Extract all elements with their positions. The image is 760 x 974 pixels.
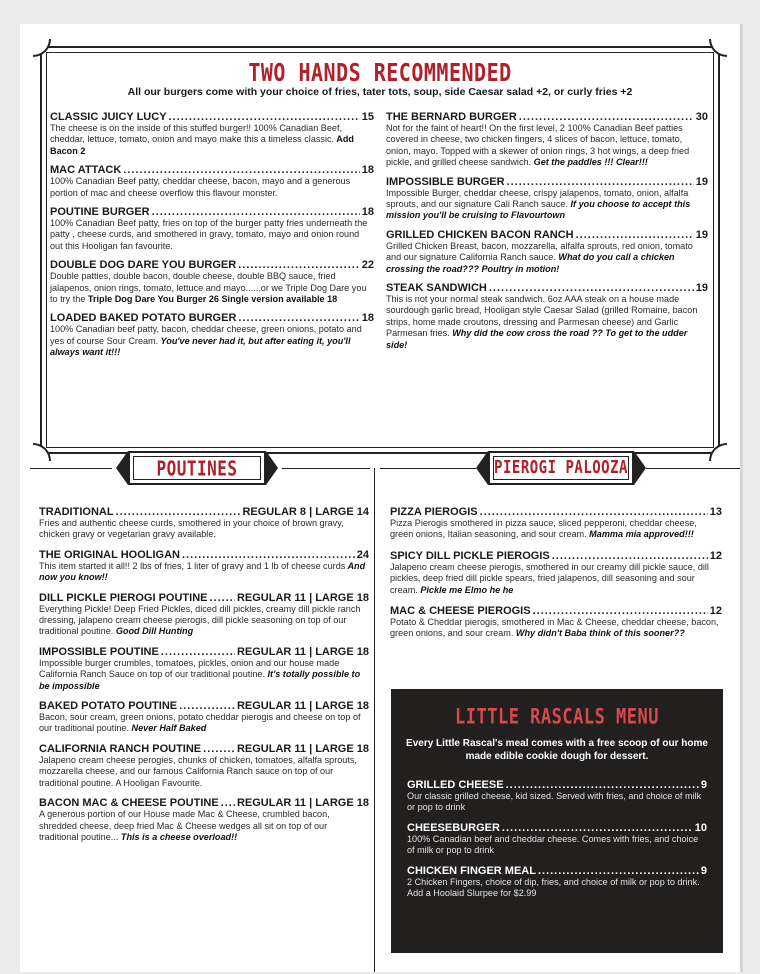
menu-item (390, 605, 722, 640)
rascals-list (407, 779, 707, 907)
menu-item-description (386, 188, 708, 222)
dot-leader (489, 282, 694, 294)
menu-item-tagline: Pickle me Elmo he he (417, 584, 514, 595)
menu-item-price: 24 (356, 548, 369, 561)
menu-item (407, 822, 707, 857)
dot-leader (552, 550, 708, 562)
menu-item-price: 12 (709, 605, 722, 618)
menu-item-name: DILL PICKLE PIEROGI POUTINE (39, 591, 208, 604)
burgers-title: TWO HANDS RECOMMENDED (248, 57, 512, 87)
menu-item-tagline: Never Half Baked (129, 723, 207, 734)
rascals-subtitle: Every Little Rascal's meal comes with a free scoop of our home made edible cookie dough for dessert. (406, 738, 708, 762)
menu-item-description (390, 617, 722, 640)
menu-item (386, 282, 708, 351)
menu-item-description (39, 658, 369, 692)
menu-item-name: CHICKEN FINGER MEAL (407, 864, 536, 877)
menu-item-header (39, 506, 369, 518)
menu-item-header (39, 549, 369, 561)
divider-line (30, 468, 112, 469)
menu-item-header (50, 206, 374, 218)
menu-item-name: PIZZA PIEROGIS (390, 506, 478, 518)
menu-item-description-text: 100% Canadian beef patty, bacon, cheddar cheese, green onions, potato and yes of course Sour Cream. (50, 324, 362, 346)
menu-item-description-text: Bacon, sour cream, green onions, potato cheddar pierogis and cheese on top of our traditional poutine. (39, 712, 361, 734)
rascals-title: LITTLE RASCALS MENU (455, 704, 659, 730)
menu-item-description-text: Potato & Cheddar pierogis, smothered in Mac & Cheese, cheddar cheese, bacon, green onions, and sour cream. (390, 617, 719, 639)
burgers-right-column (386, 111, 708, 358)
menu-item-price: 13 (709, 506, 722, 518)
menu-item (50, 111, 374, 157)
menu-item-description-text: Jalapeno cream cheese perogies, chunks of chicken, tomatoes, alfalfa sprouts, mozzarella cheese, and our famous California Ranch sauce on top of our traditional poutine. A Hooligan Favourite. (39, 754, 357, 788)
menu-item (39, 743, 369, 789)
dot-leader (161, 646, 235, 658)
menu-item (386, 176, 708, 222)
menu-item-tagline: Mamma mia approved!!! (586, 529, 694, 540)
menu-item-description-text: A generous portion of our House made Mac & Cheese, crumbled bacon, shredded cheese, deep fried Mac & Cheese wedges all sit on top of our traditional poutine... (39, 809, 330, 842)
menu-item-name: BAKED POTATO POUTINE (39, 700, 178, 713)
menu-item (390, 550, 722, 596)
poutines-title: POUTINES (156, 456, 238, 480)
dot-leader (502, 822, 693, 834)
menu-item (50, 312, 374, 358)
menu-item-description (407, 791, 707, 814)
menu-item-tagline: Get the paddles !!! Clear!!! (531, 157, 648, 168)
burgers-subtitle: All our burgers come with your choice of fries, tater tots, soup, side Caesar salad +2, or curly fries +2 (127, 86, 633, 98)
menu-item-description (386, 123, 708, 169)
menu-item (39, 797, 369, 843)
menu-item-price: 18 (361, 312, 374, 325)
menu-item-price: 19 (695, 228, 708, 241)
menu-item (39, 549, 369, 584)
menu-item-header (39, 592, 369, 604)
pierogi-title: PIEROGI PALOOZA (494, 458, 628, 478)
dot-leader (480, 506, 708, 518)
menu-item-tagline: Why did the cow cross the road ?? To get to the udder side! (386, 328, 688, 350)
menu-item-description (390, 562, 722, 596)
menu-item-name: CHEESEBURGER (407, 821, 500, 834)
menu-item-price: REGULAR 11 | LARGE 18 (236, 645, 369, 658)
dot-leader (507, 176, 694, 188)
menu-item-description (39, 604, 369, 638)
menu-item-header (50, 259, 374, 271)
menu-item-description-text: The cheese is on the inside of this stuffed burger!! 100% Canadian Beef, cheddar, lettuce, tomato, onion and mayo make this a timeless classic. (50, 123, 343, 145)
menu-content (20, 24, 740, 972)
menu-item-name: DOUBLE DOG DARE YOU BURGER (50, 259, 237, 272)
menu-item-price: 19 (695, 175, 708, 188)
menu-item (386, 229, 708, 275)
divider-line (646, 468, 740, 469)
menu-item-description (39, 809, 369, 843)
dot-leader (576, 229, 694, 241)
dot-leader (152, 206, 360, 218)
menu-item-header (50, 164, 374, 176)
dot-leader (116, 506, 241, 518)
menu-item-name: POUTINE BURGER (50, 206, 150, 219)
menu-item (39, 506, 369, 541)
menu-item-header (390, 605, 722, 617)
menu-item-description (386, 241, 708, 275)
menu-item-description (50, 271, 374, 305)
menu-item (407, 779, 707, 814)
menu-item-header (39, 646, 369, 658)
menu-item-description-text: 2 Chicken Fingers, choice of dip, fries, and choice of milk or pop to drink. Add a Hoolaid Slurpee for $2.99 (407, 876, 700, 899)
menu-item-header (407, 865, 707, 877)
burgers-left-column (50, 111, 374, 366)
menu-item-name: THE ORIGINAL HOOLIGAN (39, 548, 180, 561)
pierogi-column (390, 506, 722, 649)
menu-item-price: 30 (695, 111, 708, 123)
menu-item-name: SPICY DILL PICKLE PIEROGIS (390, 549, 550, 562)
divider-line (380, 468, 476, 469)
dot-leader (533, 605, 708, 617)
menu-item-price: REGULAR 11 | LARGE 18 (236, 700, 369, 713)
dot-leader (238, 259, 360, 271)
menu-item-name: CALIFORNIA RANCH POUTINE (39, 742, 202, 755)
menu-item-tagline: It's totally possible to be impossible (39, 669, 361, 691)
menu-item-tagline: And now you know!! (39, 560, 366, 583)
dot-leader (179, 700, 235, 712)
little-rascals-panel (391, 689, 723, 953)
menu-item-description-text: Our classic grilled cheese, kid sized. Served with fries, and choice of milk or pop to drink (407, 791, 702, 813)
dot-leader (238, 312, 359, 324)
menu-item-tagline: You've never had it, but after eating it, you'll always want it!!! (50, 335, 351, 358)
menu-item (39, 646, 369, 692)
menu-item-price: REGULAR 11 | LARGE 18 (236, 742, 369, 755)
menu-item-price: REGULAR 11 | LARGE 18 (236, 591, 369, 604)
menu-item-description-text: Impossible Burger, cheddar cheese, crispy jalapenos, tomato, onion, alfalfa sprouts, and our signature Cali Ranch sauce. (386, 187, 689, 210)
poutines-banner-box (128, 451, 266, 485)
menu-item-tagline: Triple Dog Dare You Burger 26 Single version available 18 (85, 294, 338, 305)
menu-item-name: STEAK SANDWICH (386, 282, 487, 295)
pierogi-banner (476, 451, 646, 485)
menu-item (50, 164, 374, 199)
menu-item-tagline: Good Dill Hunting (113, 626, 194, 637)
menu-item-description-text: Not for the faint of heart!! On the first level, 2 100% Canadian Beef patties covered in cheese, two chicken fingers, 4 slices of bacon, lettuce, tomato, onion, mayo. Topped with a skewer of onion rings, 3 hot wings, a deep fried pickle, and grilled cheese sandwich. (386, 123, 690, 168)
menu-item-description-text: Double patties, double bacon, double cheese, double BBQ sauce, fried jalapenos, onion rings, tomato, lettuce and mayo......or we Triple Dog Dare you to try the (50, 271, 367, 305)
menu-item-price: 18 (361, 206, 374, 219)
menu-item-price: 19 (695, 282, 708, 295)
menu-item-description (50, 123, 374, 157)
menu-item-price: 9 (700, 864, 707, 877)
menu-item-description (50, 218, 374, 252)
divider-line (282, 468, 370, 469)
menu-item-description (386, 294, 708, 351)
menu-item (386, 111, 708, 169)
menu-item-header (386, 111, 708, 123)
menu-item-name: MAC ATTACK (50, 164, 122, 177)
menu-item-description (50, 324, 374, 358)
menu-item-name: LOADED BAKED POTATO BURGER (50, 312, 237, 325)
menu-item-name: TRADITIONAL (39, 506, 114, 518)
menu-item-header (386, 282, 708, 294)
dot-leader (203, 743, 235, 755)
menu-item-name: CLASSIC JUICY LUCY (50, 111, 167, 123)
column-divider (374, 468, 375, 972)
menu-item-header (50, 111, 374, 123)
menu-item-header (390, 506, 722, 518)
menu-item-name: GRILLED CHICKEN BACON RANCH (386, 228, 574, 241)
menu-item-description-text: Pizza Pierogis smothered in pizza sauce, sliced pepperoni, cheddar cheese, green onions, Italian seasoning, and sour cream. (390, 518, 697, 540)
menu-item-description-text: Fries and authentic cheese curds, smothered in your choice of brown gravy, chicken gravy or vegetarian gravy available. (39, 518, 344, 540)
dot-leader (221, 797, 235, 809)
menu-item-header (39, 743, 369, 755)
menu-item-header (390, 550, 722, 562)
poutines-column (39, 506, 369, 851)
dot-leader (169, 111, 360, 123)
menu-item-description-text: 100% Canadian Beef patty, fries on top of the burger patty fries underneath the patty , cheese curds, and smothered in gravy, tomato, mayo and onion round out this Hooligan fan favourite. (50, 218, 368, 251)
menu-item-name: THE BERNARD BURGER (386, 111, 517, 123)
menu-item-price: 12 (709, 549, 722, 562)
menu-item-description (39, 561, 369, 584)
banner-arrow (116, 451, 128, 485)
menu-item-description-text: This is not your normal steak sandwich. 6oz AAA steak on a house made sourdough garlic bread, Hooligan style Caesar Salad (grilled Romaine, bacon strips, home made croutons, dressing and Parmesan cheese) and Garlic Parmesan fries. (386, 294, 698, 339)
menu-item-price: 15 (361, 111, 374, 123)
menu-item-price: REGULAR 11 | LARGE 18 (236, 797, 369, 810)
menu-item-description (50, 176, 374, 199)
menu-item-name: IMPOSSIBLE BURGER (386, 175, 505, 188)
menu-item (50, 259, 374, 305)
menu-item-description-text: Grilled Chicken Breast, bacon, mozzarella, alfalfa sprouts, red onion, tomato and our signature California Ranch sauce. (386, 240, 693, 263)
menu-item-description (39, 518, 369, 541)
menu-item-header (39, 700, 369, 712)
menu-item-header (407, 822, 707, 834)
dot-leader (538, 865, 699, 877)
banner-arrow (476, 451, 488, 485)
menu-item (39, 700, 369, 735)
menu-item-header (386, 176, 708, 188)
menu-item (390, 506, 722, 541)
dot-leader (519, 111, 694, 123)
menu-item-description-text: Impossible burger crumbles, tomatoes, pickles, onion and our house made California Ranch Sauce on top of our traditional poutine. (39, 657, 340, 680)
dot-leader (182, 549, 355, 561)
menu-item-description (39, 755, 369, 789)
menu-item-description-text: 100% Canadian beef and cheddar cheese. Comes with fries, and choice of milk or pop to drink (407, 833, 699, 856)
banner-arrow (266, 451, 278, 485)
menu-item (39, 592, 369, 638)
menu-item-price: REGULAR 8 | LARGE 14 (242, 506, 369, 518)
page-edge (740, 24, 743, 972)
menu-item-description (390, 518, 722, 541)
menu-item-description (407, 834, 707, 857)
menu-item-tagline: What do you call a chicken crossing the road??? Poultry in motion! (386, 252, 675, 274)
pierogi-banner-box (488, 451, 634, 485)
menu-item-name: MAC & CHEESE PIEROGIS (390, 605, 531, 618)
dot-leader (209, 592, 234, 604)
banner-arrow (634, 451, 646, 485)
menu-item-price: 10 (694, 821, 707, 834)
menu-item-header (50, 312, 374, 324)
menu-item (50, 206, 374, 252)
menu-item-tagline: This is a cheese overload!! (118, 831, 238, 842)
menu-item-header (386, 229, 708, 241)
menu-item-name: GRILLED CHEESE (407, 779, 504, 791)
menu-item-description-text: This item started it all!! 2 lbs of fries, 1 liter of gravy and 1 lb of cheese curds (39, 560, 346, 571)
menu-item-description-text: Everything Pickle! Deep Fried Pickles, diced dill pickles, creamy dill pickle ranch dressing, jalapeno cream cheese pierogis, dill pickle seasoning on top of our traditional poutine. (39, 603, 361, 637)
menu-item-header (407, 779, 707, 791)
menu-item (407, 865, 707, 900)
menu-item-description (407, 877, 707, 900)
poutines-banner (112, 451, 282, 485)
menu-item-tagline: Add Bacon 2 (50, 134, 354, 156)
menu-item-tagline: If you choose to accept this mission you'll be cruising to Flavourtown (386, 199, 691, 221)
menu-item-header (39, 797, 369, 809)
dot-leader (123, 164, 359, 176)
menu-item-name: IMPOSSIBLE POUTINE (39, 645, 159, 658)
menu-item-price: 9 (700, 779, 707, 791)
menu-item-description-text: Jalapeno cream cheese pierogis, smothered in our creamy dill pickle sauce, dill pickles, deep fried dill pickle spears, fried jalapenos, dill seasoning and sour cream. (390, 561, 709, 595)
menu-item-price: 22 (361, 259, 374, 272)
menu-item-description-text: 100% Canadian Beef patty, cheddar cheese, bacon, mayo and a generous portion of mac and cheese overflow this flavour monster. (50, 176, 351, 198)
menu-item-tagline: Why didn't Baba think of this sooner?? (513, 628, 685, 639)
menu-item-price: 18 (361, 164, 374, 177)
menu-item-description (39, 712, 369, 735)
menu-item-name: BACON MAC & CHEESE POUTINE (39, 797, 219, 810)
dot-leader (506, 779, 699, 791)
